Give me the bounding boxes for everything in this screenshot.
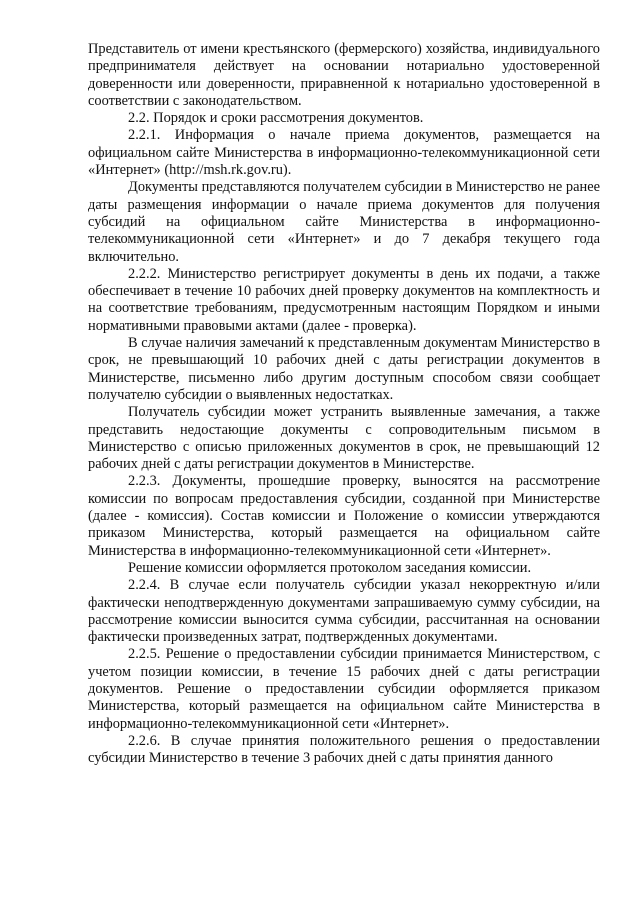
paragraph-2-2-6: 2.2.6. В случае принятия положительного решения о предоставлении субсидии Министерство в течение 3 рабочих дней с даты принятия данного (88, 732, 600, 767)
paragraph-representative: Представитель от имени крестьянского (фермерского) хозяйства, индивидуального предпринимателя действует на основании нотариально удостоверенной доверенности или доверенности, приравненной к нотариально удостоверенной в соответствии с законодательством. (88, 41, 600, 109)
paragraph-2-2-5: 2.2.5. Решение о предоставлении субсидии принимается Министерством, с учетом позиции комиссии, в течение 15 рабочих дней с даты регистрации документов. Решение о предоставлении субсидии оформляется приказом Министерства, который размещается на официальном сайте Министерства в информационно-телекоммуникационной сети «Интернет». (88, 646, 600, 732)
paragraph-remarks: В случае наличия замечаний к представленным документам Министерство в срок, не превышающий 10 рабочих дней с даты регистрации документов в Министерстве, письменно либо другим доступным способом связи сообщает получателю субсидии о выявленных недостатках. (88, 335, 600, 403)
paragraph-2-2-4: 2.2.4. В случае если получатель субсидии указал некорректную и/или фактически неподтвержденную документами запрашиваемую сумму субсидии, на рассмотрение комиссии выносится сумма субсидии, рассчитанная на основании фактически произведенных затрат, подтвержденных документами. (88, 577, 600, 646)
paragraph-2-2-1: 2.2.1. Информация о начале приема документов, размещается на официальном сайте Министерства в информационно-телекоммуникационной сети «Интернет» (http://msh.rk.gov.ru). (88, 127, 600, 179)
paragraph-fix-remarks: Получатель субсидии может устранить выявленные замечания, а также представить недостающие документы с сопроводительным письмом в Министерство с описью приложенных документов в срок, не превышающий 12 рабочих дней с даты регистрации документов в Министерстве. (88, 404, 600, 473)
paragraph-submission-deadline: Документы представляются получателем субсидии в Министерство не ранее даты размещения информации о начале приема документов для получения субсидий на официальном сайте Министерства в информационно-телекоммуникационной сети «Интернет» и до 7 декабря текущего года включительно. (88, 179, 600, 265)
paragraph-commission-decision: Решение комиссии оформляется протоколом заседания комиссии. (128, 559, 532, 576)
section-heading-2-2: 2.2. Порядок и сроки рассмотрения документов. (128, 110, 424, 127)
paragraph-2-2-3: 2.2.3. Документы, прошедшие проверку, выносятся на рассмотрение комиссии по вопросам предоставления субсидии, созданной при Министерстве (далее - комиссия). Состав комиссии и Положение о комиссии утверждаются приказом Министерства, который размещается на официальном сайте Министерства в информационно-телекоммуникационной сети «Интернет». (88, 473, 600, 559)
document-body (88, 41, 600, 767)
paragraph-2-2-2: 2.2.2. Министерство регистрирует документы в день их подачи, а также обеспечивает в течение 10 рабочих дней проверку документов на комплектность и на соответствие требованиям, предусмотренным настоящим Порядком и иными нормативными правовыми актами (далее - проверка). (88, 265, 600, 334)
